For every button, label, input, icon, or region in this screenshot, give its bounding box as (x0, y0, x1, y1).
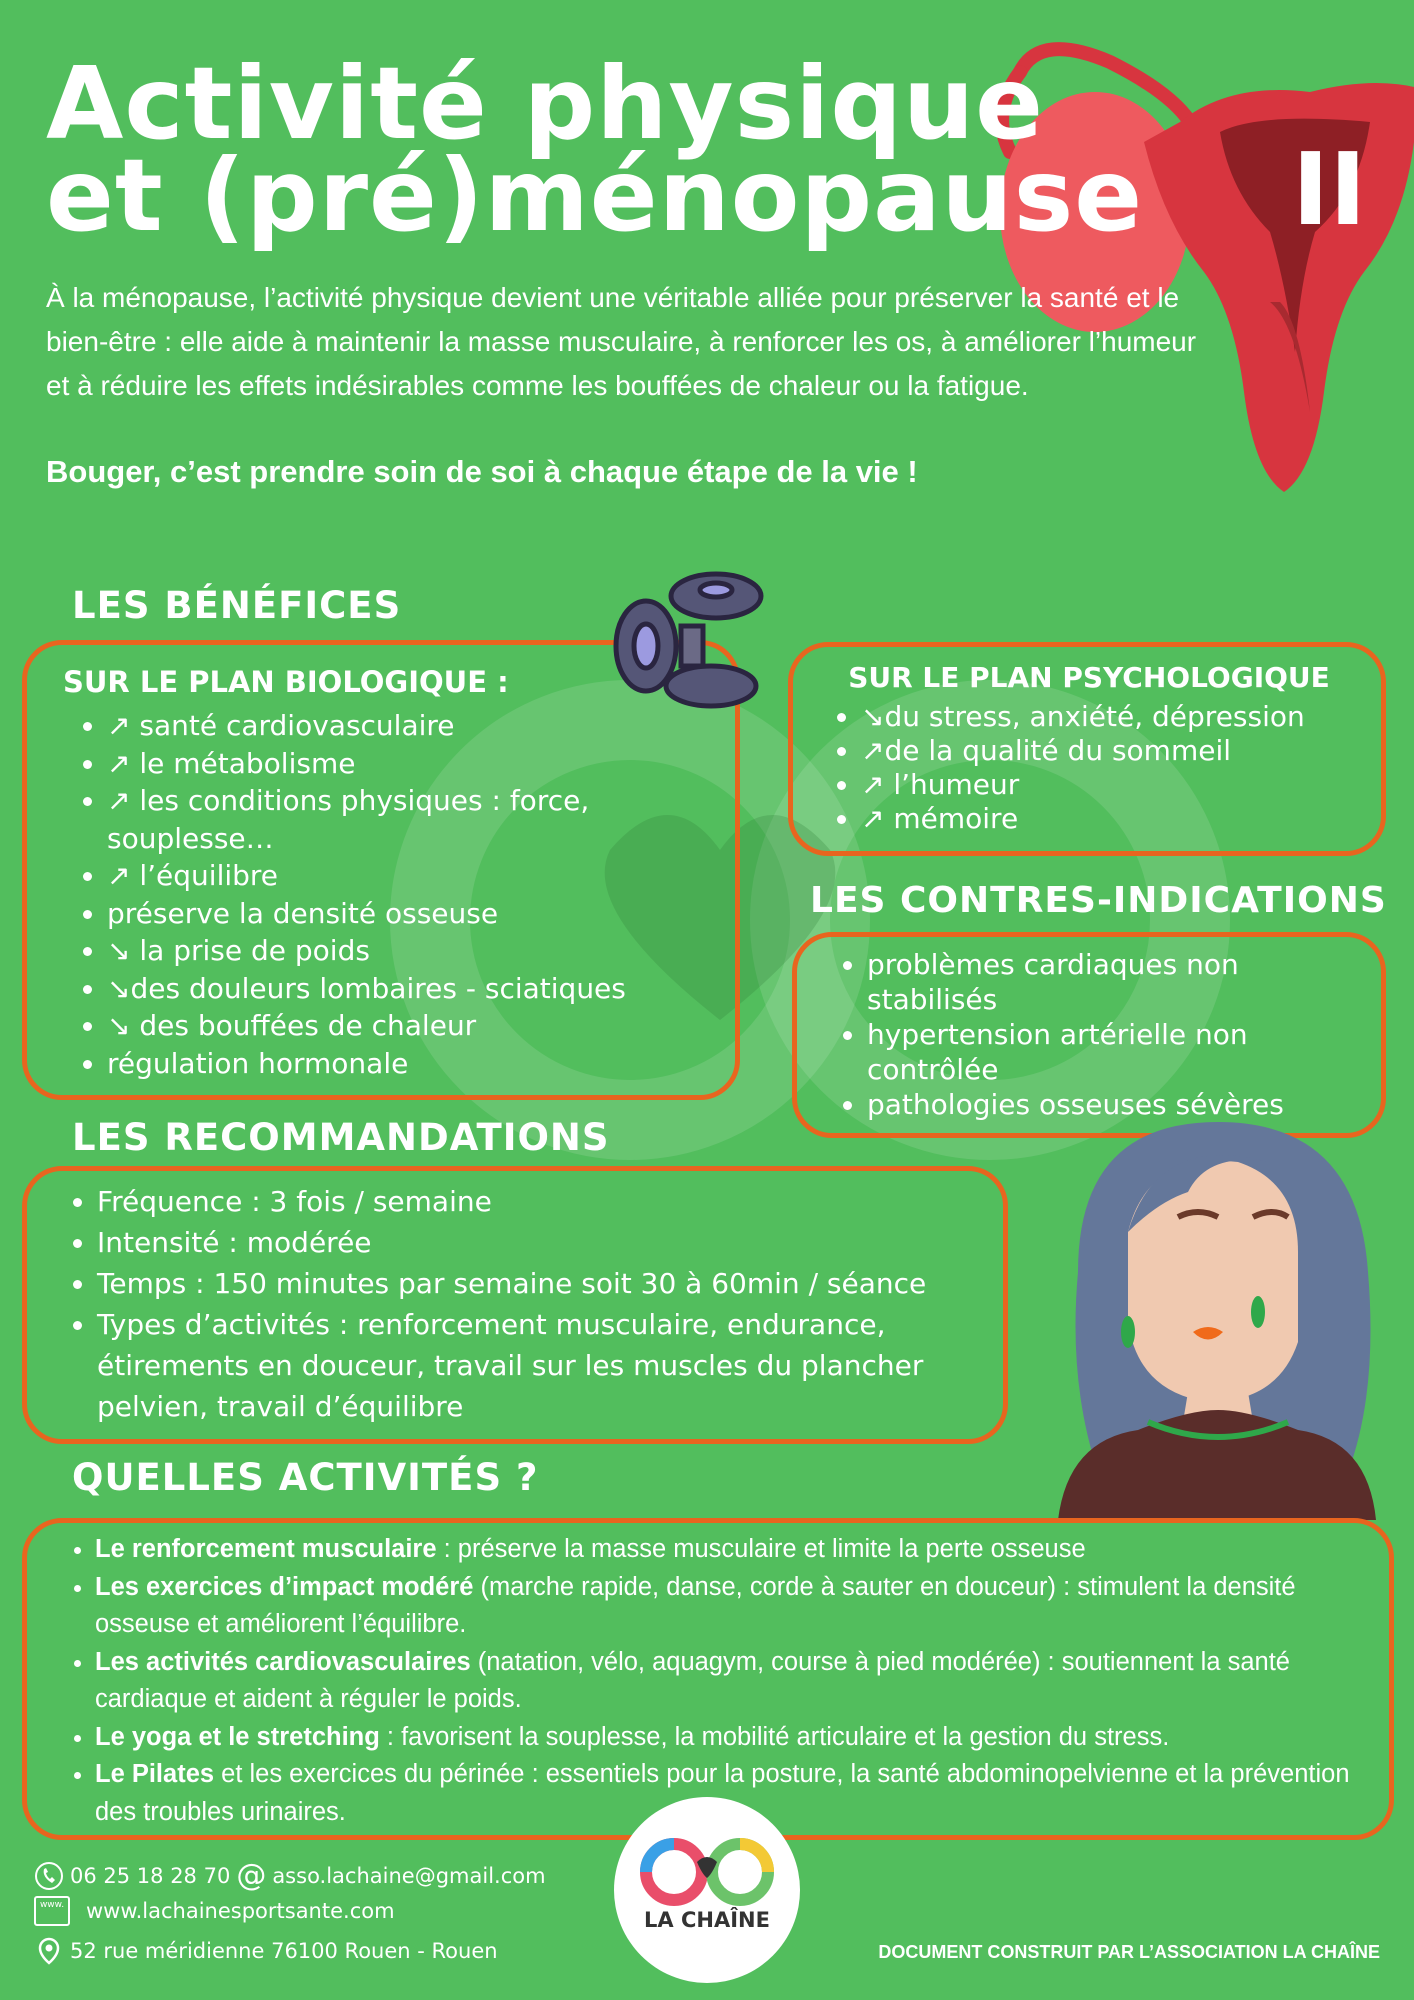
website-link[interactable]: www.lachainesportsante.com (86, 1899, 395, 1923)
list-item: • Intensité : modérée (97, 1222, 983, 1263)
list-item: • ↗ le métabolisme (107, 745, 715, 783)
box-activites (22, 1518, 1394, 1840)
footer-address (34, 1936, 498, 1966)
list-item: • ↘ la prise de poids (107, 932, 715, 970)
list-item: • ↗ santé cardiovasculaire (107, 707, 715, 745)
list-item: • préserve la densité osseuse (107, 895, 715, 933)
box-psy (788, 642, 1386, 856)
list-item (95, 1569, 1371, 1644)
bio-list (63, 707, 715, 1082)
contre-indications-list (823, 947, 1361, 1122)
list-item: • ↘des douleurs lombaires - sciatiques (107, 970, 715, 1008)
activity-desc: (marche rapide, danse, corde à sauter en douceur) : stimulent la densité osseuse et améliorent l’équilibre. (95, 1572, 1296, 1638)
logo-text: LA CHAÎNE (644, 1908, 770, 1932)
activity-name: Le yoga et le stretching (95, 1722, 380, 1751)
dumbbell-icon (606, 566, 766, 716)
list-item: • régulation hormonale (107, 1045, 715, 1083)
list-item: • ↗de la qualité du sommeil (861, 734, 1361, 768)
list-item (95, 1719, 1371, 1757)
location-pin-icon (34, 1936, 64, 1966)
la-chaine-logo (614, 1797, 800, 1983)
list-item: • pathologies osseuses sévères (867, 1087, 1361, 1122)
box-recommandations (22, 1166, 1008, 1444)
intro-tagline: Bouger, c’est prendre soin de soi à chaque étape de la vie ! (46, 454, 918, 489)
activity-desc: et les exercices du périnée : essentiels pour la posture, la santé abdominopelvienne et la prévention des troubles urinaires. (95, 1760, 1350, 1826)
infinity-logo-icon (632, 1837, 782, 1907)
list-item (95, 1531, 1371, 1569)
footer-website (34, 1896, 395, 1926)
list-item: • Temps : 150 minutes par semaine soit 30 à 60min / séance (97, 1263, 983, 1304)
list-item: • ↗ les conditions physiques : force, souplesse… (107, 782, 667, 857)
roman-numeral: II (1292, 131, 1367, 248)
psy-list (817, 700, 1361, 836)
activity-desc: : favorisent la souplesse, la mobilité articulaire et la gestion du stress. (379, 1722, 1170, 1751)
phone-number[interactable]: 06 25 18 28 70 (70, 1863, 231, 1888)
www-icon: www. (34, 1896, 70, 1926)
footer-contact (34, 1858, 546, 1893)
section-title-contre-indications: LES CONTRES-INDICATIONS (810, 880, 1387, 921)
psy-title: SUR LE PLAN PSYCHOLOGIQUE (848, 661, 1330, 694)
activity-name: Les activités cardiovasculaires (95, 1647, 471, 1676)
activites-list (51, 1531, 1371, 1831)
recommandations-list (53, 1181, 983, 1427)
address-text: 52 rue méridienne 76100 Rouen - Rouen (70, 1939, 498, 1963)
list-item: • ↗ mémoire (861, 802, 1361, 836)
section-title-activites: QUELLES ACTIVITÉS ? (72, 1456, 539, 1499)
page-title (46, 45, 1144, 254)
woman-illustration (1058, 1122, 1376, 1520)
list-item: • problèmes cardiaques non stabilisés (867, 947, 1361, 1017)
list-item: • Fréquence : 3 fois / semaine (97, 1181, 983, 1222)
intro-text: À la ménopause, l’activité physique devient une véritable alliée pour préserver la santé et le bien-être : elle aide à maintenir la masse musculaire, à renforcer les os, à améliorer l’humeur et à réduire les effets indésirables comme les bouffées de chaleur ou la fatigue. (46, 282, 1197, 401)
list-item: • ↘ des bouffées de chaleur (107, 1007, 715, 1045)
title-line-1: Activité physique (46, 45, 1045, 162)
credit-text: DOCUMENT CONSTRUIT PAR L’ASSOCIATION LA CHAÎNE (878, 1942, 1380, 1962)
activity-desc: : préserve la masse musculaire et limite la perte osseuse (436, 1535, 1086, 1563)
section-title-recommandations: LES RECOMMANDATIONS (72, 1116, 610, 1159)
section-title-benefices: LES BÉNÉFICES (72, 584, 402, 627)
list-item (95, 1644, 1371, 1719)
box-contre-indications (792, 932, 1386, 1138)
bio-title: SUR LE PLAN BIOLOGIQUE : (63, 665, 509, 699)
list-item: • Types d’activités : renforcement musculaire, endurance, étirements en douceur, travail sur les muscles du plancher pelvien, travail d’équilibre (97, 1304, 997, 1427)
activity-name: Le renforcement musculaire (95, 1535, 437, 1563)
at-icon: @ (236, 1858, 267, 1893)
email-link[interactable]: asso.lachaine@gmail.com (272, 1863, 546, 1888)
activity-name: Le Pilates (95, 1760, 215, 1788)
phone-icon (34, 1861, 64, 1891)
activity-name: Les exercices d’impact modéré (95, 1572, 474, 1601)
title-line-2: et (pré)ménopause (46, 137, 1144, 254)
list-item: • ↘du stress, anxiété, dépression (861, 700, 1361, 734)
list-item: • ↗ l’humeur (861, 768, 1361, 802)
list-item: • hypertension artérielle non contrôlée (867, 1017, 1361, 1087)
list-item: • ↗ l’équilibre (107, 857, 715, 895)
activity-desc: (natation, vélo, aquagym, course à pied modérée) : soutiennent la santé cardiaque et aident à réguler le poids. (95, 1647, 1290, 1713)
